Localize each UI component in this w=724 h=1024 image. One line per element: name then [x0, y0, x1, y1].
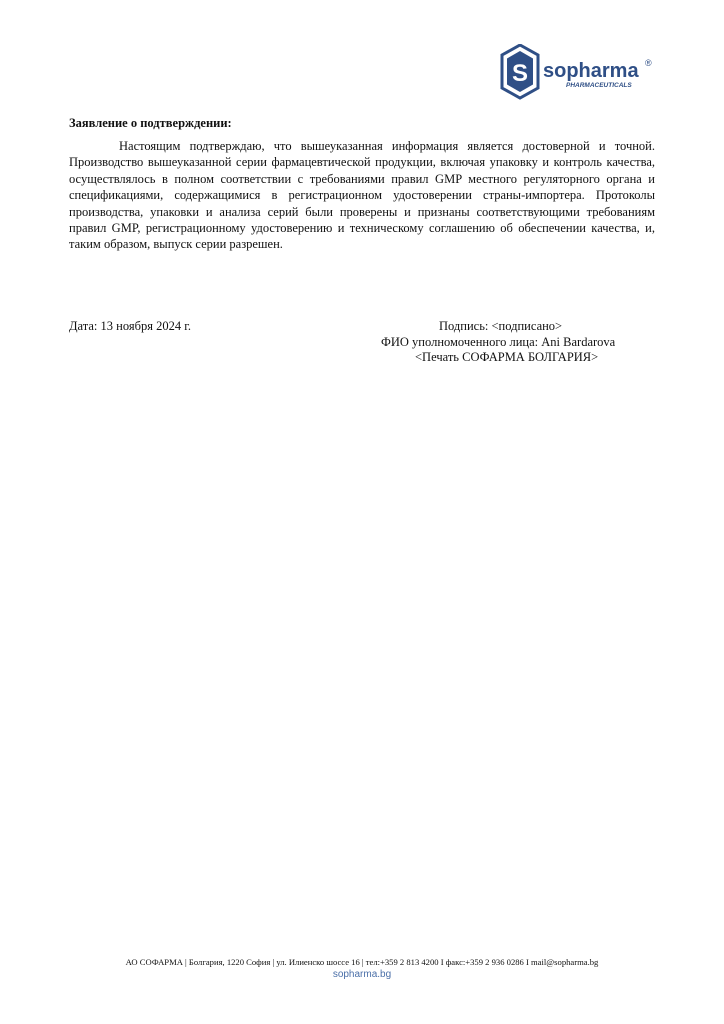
stamp-line: <Печать СОФАРМА БОЛГАРИЯ>: [415, 350, 599, 364]
logo-registered-mark: ®: [645, 58, 652, 68]
sopharma-logo-graphic: [500, 44, 660, 100]
logo-tagline-text: PHARMACEUTICALS: [566, 82, 632, 89]
logo-s-glyph: S: [511, 60, 529, 87]
footer-address: АО СОФАРМА | Болгария, 1220 София | ул. Илиенско шоссе 16 | тел:+359 2 813 4200 I факс:+359 2 936 0286 I mail@sopharma.bg: [125, 957, 599, 967]
logo-brand-text: sopharma: [543, 60, 639, 82]
statement-heading: Заявление о подтверждении:: [69, 116, 232, 130]
date-line: Дата: 13 ноября 2024 г.: [69, 319, 192, 333]
statement-body: Настоящим подтверждаю, что вышеуказанная информация является достоверной и точной. Производство вышеуказанной серии фармацевтической продукции, включая упаковку и контроль качества, осуществлялось в полном соответствии с требованиями правил GMP местного регуляторного органа и спецификациями, содержащимися в регистрационном удостоверении страны-импортера. Протоколы производства, упаковки и анализа серий были проверены и признаны соответствующими требованиям правил GMP, регистрационному удостоверению и техническому соглашению об обеспечении качества, и, таким образом, выпуск серии разрешен.: [69, 139, 655, 252]
authorized-person-line: ФИО уполномоченного лица: Ani Bardarova: [381, 335, 616, 349]
sopharma-logo: [500, 44, 660, 100]
footer-website-link[interactable]: sopharma.bg: [332, 969, 392, 980]
signature-line: Подпись: <подписано>: [439, 319, 563, 333]
